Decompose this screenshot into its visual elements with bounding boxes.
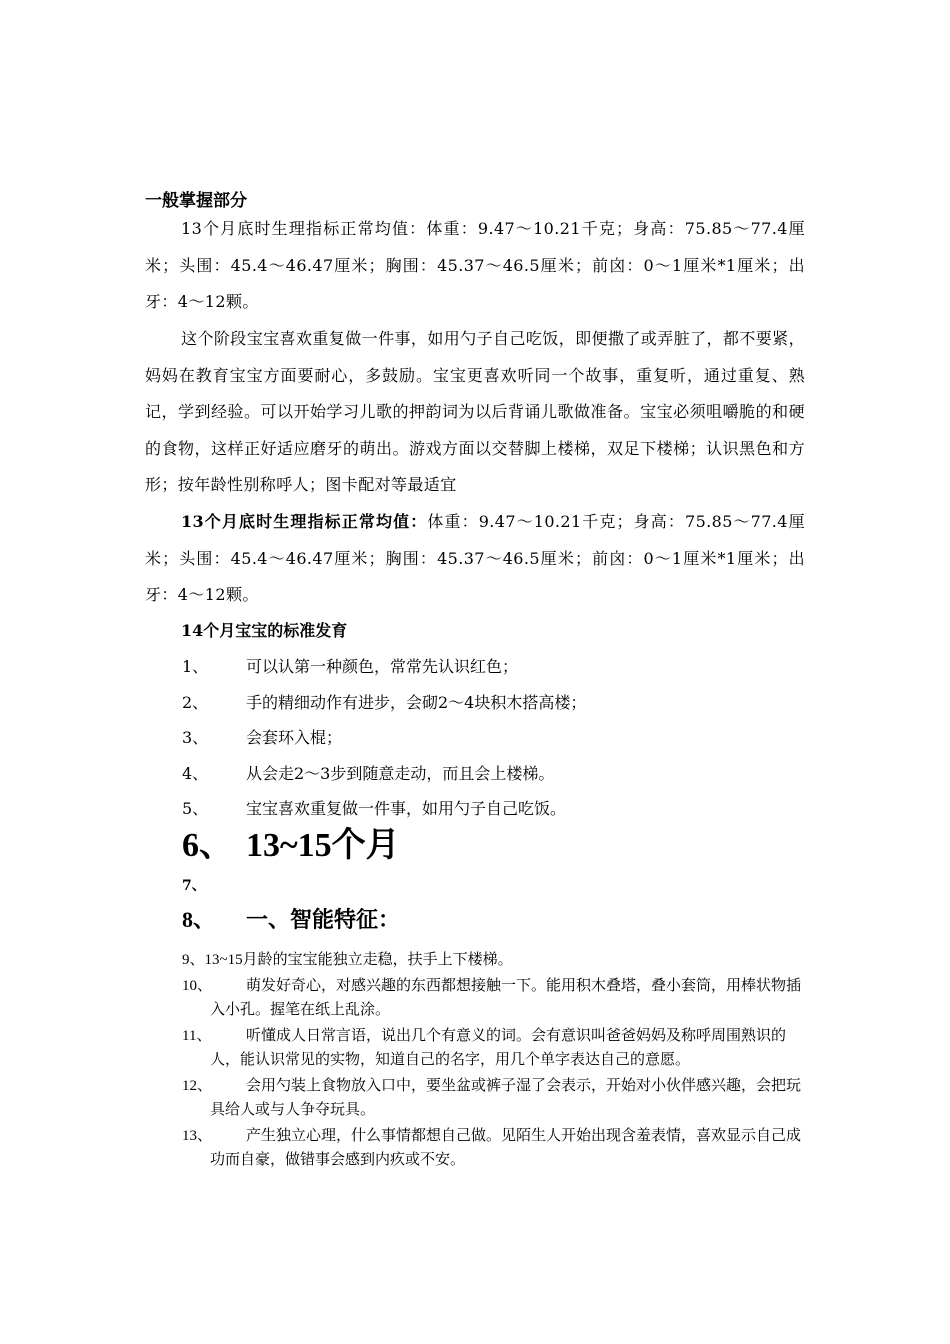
list-number: 2、 bbox=[182, 692, 209, 712]
paragraph-growth-stats-repeat bbox=[145, 504, 805, 614]
intelligence-features-list bbox=[182, 948, 807, 1174]
list-text: 宝宝喜欢重复做一件事，如用勺子自己吃饭。 bbox=[246, 799, 567, 818]
list-text: 会用勺装上食物放入口中，要坐盆或裤子湿了会表示，开始对小伙伴感兴趣，会把玩具给人或与人争夺玩具。 bbox=[210, 1078, 802, 1118]
list-item bbox=[182, 1074, 807, 1122]
heading-number: 8、 bbox=[182, 907, 216, 932]
list-text: 手的精细动作有进步，会砌2～4块积木搭高楼； bbox=[246, 692, 587, 712]
list-text: 产生独立心理，什么事情都想自己做。见陌生人开始出现含羞表情，喜欢显示自己成功而自豪，做错事会感到内疚或不安。 bbox=[210, 1128, 802, 1168]
list-text: 听懂成人日常言语，说出几个有意义的词。会有意识叫爸爸妈妈及称呼周围熟识的人，能认识常见的实物，知道自己的名字，用几个单字表达自己的意愿。 bbox=[210, 1028, 787, 1068]
empty-list-number: 7、 bbox=[182, 878, 206, 894]
list-number: 10、 bbox=[182, 978, 213, 994]
list-number: 3、 bbox=[182, 728, 209, 747]
list-text: 可以认第一种颜色，常常先认识红色； bbox=[246, 657, 519, 676]
list-item bbox=[182, 974, 807, 1022]
list-number: 12、 bbox=[182, 1078, 213, 1094]
list-text: 从会走2～3步到随意走动，而且会上楼梯。 bbox=[246, 763, 555, 783]
list-text: 13~15月龄的宝宝能独立走稳，扶手上下楼梯。 bbox=[204, 952, 513, 968]
paragraph-text: 13个月底时生理指标正常均值：体重：9.47～10.21千克；身高：75.85～77.4厘米；头围：45.4～46.47厘米；胸围：45.37～46.5厘米；前囟：0～1厘米*1厘米；出牙：4～12颗。 bbox=[145, 219, 805, 311]
list-number: 11、 bbox=[182, 1028, 212, 1044]
list-item bbox=[182, 685, 802, 721]
chapter-heading bbox=[182, 822, 400, 870]
list-item bbox=[182, 720, 802, 756]
list-item bbox=[182, 1124, 807, 1172]
list-number: 4、 bbox=[182, 763, 209, 783]
heading-text: 13~15个月 bbox=[246, 827, 400, 864]
list-item bbox=[182, 756, 802, 792]
list-item bbox=[182, 649, 802, 685]
list-item bbox=[182, 1024, 807, 1072]
list-text: 会套环入棍； bbox=[246, 728, 343, 747]
list-text: 萌发好奇心，对感兴趣的东西都想接触一下。能用积木叠塔，叠小套筒，用棒状物插入小孔。握笔在纸上乱涂。 bbox=[210, 978, 802, 1018]
list-number: 9、 bbox=[182, 952, 205, 968]
paragraph-bold-lead: 13个月底时生理指标正常均值： bbox=[181, 512, 428, 531]
paragraph-text: 体重：9.47～10.21千克；身高：75.85～77.4厘米；头围：45.4～46.47厘米；胸围：45.37～46.5厘米；前囟：0～1厘米*1厘米；出牙：4～12颗。 bbox=[145, 512, 805, 604]
subsection-title: 14个月宝宝的标准发育 bbox=[181, 621, 348, 640]
paragraph-behavior bbox=[145, 321, 805, 504]
list-number: 1、 bbox=[182, 657, 209, 676]
list-number: 5、 bbox=[182, 799, 209, 818]
section-heading-intelligence bbox=[182, 902, 400, 938]
development-list-14-months bbox=[182, 649, 802, 827]
section-heading: 一般掌握部分 bbox=[145, 191, 247, 211]
list-number: 13、 bbox=[182, 1128, 213, 1144]
heading-text: 一、智能特征： bbox=[246, 907, 401, 932]
paragraph-text: 这个阶段宝宝喜欢重复做一件事，如用勺子自己吃饭，即便撒了或弄脏了，都不要紧，妈妈在教育宝宝方面要耐心，多鼓励。宝宝更喜欢听同一个故事，重复听，通过重复、熟记，学到经验。可以开始学习儿歌的押韵词为以后背诵儿歌做准备。宝宝必须咀嚼脆的和硬的食物，这样正好适应磨牙的萌出。游戏方面以交替脚上楼梯，双足下楼梯；认识黑色和方形；按年龄性别称呼人；图卡配对等最适宜 bbox=[145, 329, 805, 494]
paragraph-growth-stats bbox=[145, 211, 805, 321]
list-item bbox=[182, 948, 807, 972]
heading-number: 6、 bbox=[182, 827, 233, 864]
